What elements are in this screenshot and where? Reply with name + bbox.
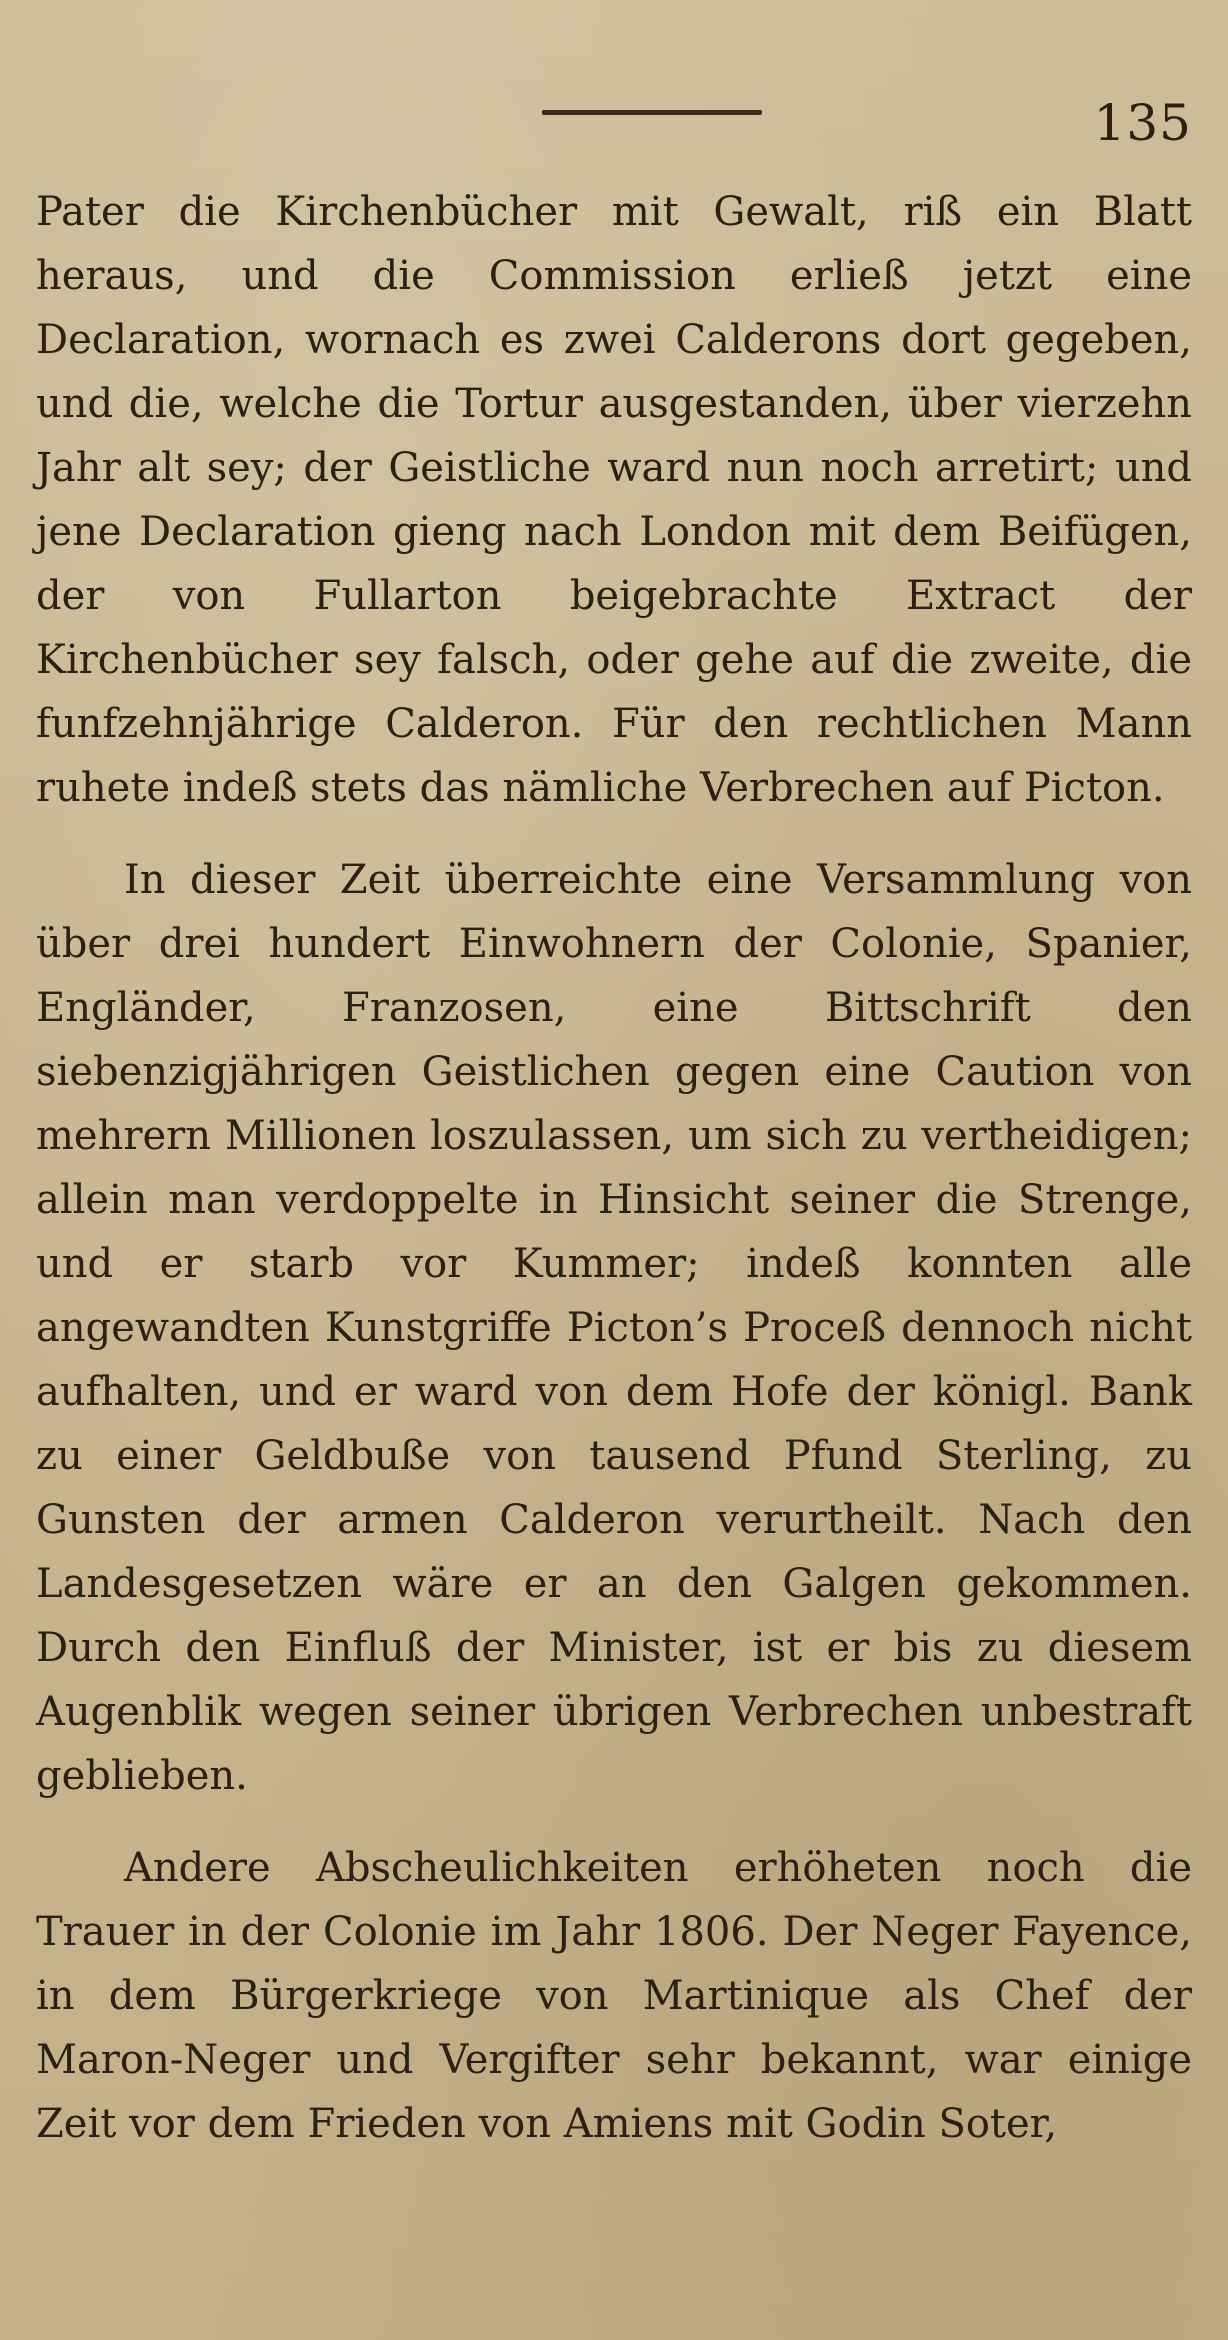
page-number: 135: [1093, 94, 1192, 152]
body-text: [36, 180, 1192, 2156]
page-header: [0, 0, 1228, 170]
paragraph-1: Pater die Kirchenbücher mit Gewalt, riß ein Blatt heraus, und die Commission erließ jetzt eine Declaration, wornach es zwei Calderons dort gegeben, und die, welche die Tortur ausgestanden, über vierzehn Jahr alt sey; der Geistliche ward nun noch arretirt; und jene Declaration gieng nach London mit dem Beifügen, der von Fullarton beigebrachte Extract der Kirchenbücher sey falsch, oder gehe auf die zweite, die funfzehnjährige Calderon. Für den rechtlichen Mann ruhete indeß stets das nämliche Verbrechen auf Picton.: [36, 189, 1192, 811]
paragraph-3: Andere Abscheulichkeiten erhöheten noch die Trauer in der Colonie im Jahr 1806. Der Neger Fayence, in dem Bürgerkriege von Martinique als Chef der Maron-Neger und Vergifter sehr bekannt, war einige Zeit vor dem Frieden von Amiens mit Godin Soter,: [36, 1845, 1192, 2147]
paragraph-2: In dieser Zeit überreichte eine Versammlung von über drei hundert Einwohnern der Colonie, Spanier, Engländer, Franzosen, eine Bittschrift den siebenzigjährigen Geistlichen gegen eine Caution von mehrern Millionen loszulassen, um sich zu vertheidigen; allein man verdoppelte in Hinsicht seiner die Strenge, und er starb vor Kummer; indeß konnten alle angewandten Kunstgriffe Picton’s Proceß dennoch nicht aufhalten, und er ward von dem Hofe der königl. Bank zu einer Geldbuße von tausend Pfund Sterling, zu Gunsten der armen Calderon verurtheilt. Nach den Landesgesetzen wäre er an den Galgen gekommen. Durch den Einfluß der Minister, ist er bis zu diesem Augenblik wegen seiner übrigen Verbrechen unbestraft geblieben.: [36, 857, 1192, 1799]
header-rule: [542, 110, 762, 115]
